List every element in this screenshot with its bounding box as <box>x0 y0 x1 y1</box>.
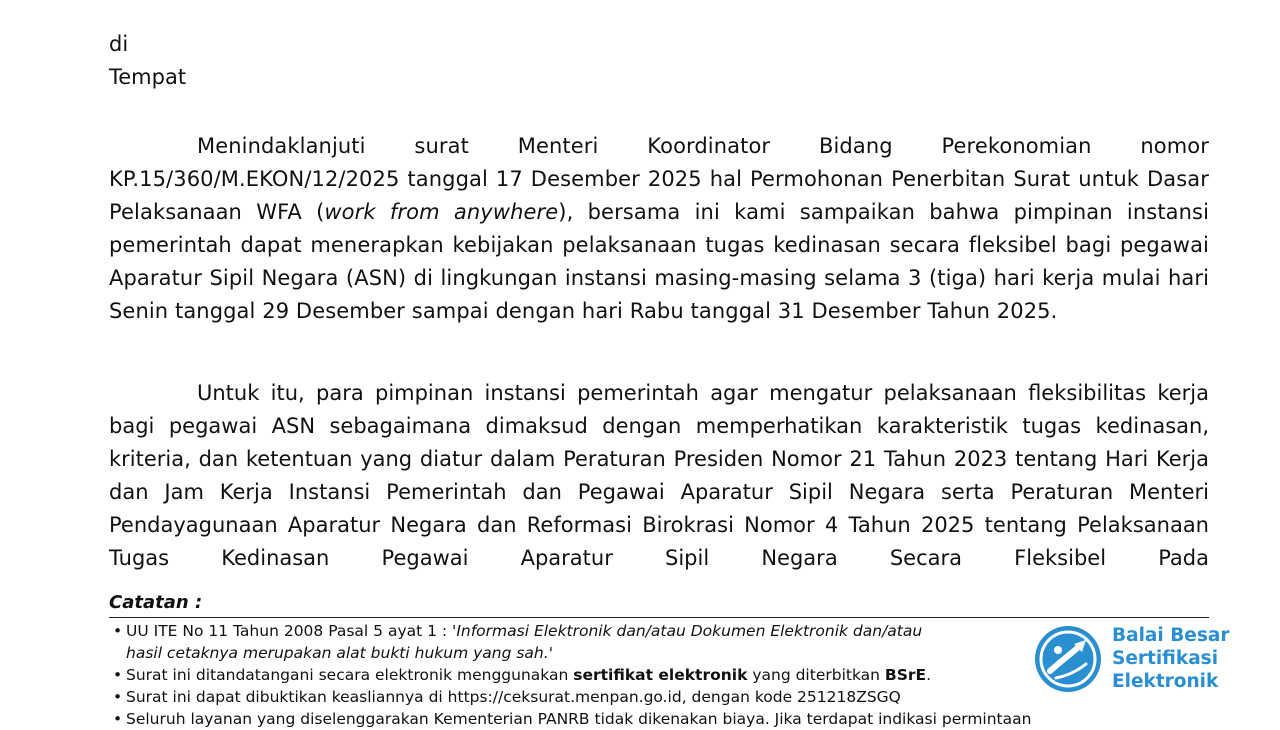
bsre-line-2: Sertifikasi <box>1112 648 1219 669</box>
note-1-prefix: UU ITE No 11 Tahun 2008 Pasal 5 ayat 1 : ' <box>126 622 457 640</box>
note-1-quote-a: Informasi Elektronik dan/atau Dokumen Elektronik dan/atau <box>456 622 923 640</box>
bullet-icon: • <box>113 688 123 706</box>
bsre-logo <box>1034 622 1280 698</box>
note-3-text: Surat ini dapat dibuktikan keasliannya di https://ceksurat.menpan.go.id, dengan kode 251218ZSGQ <box>126 688 901 706</box>
note-2-c: yang diterbitkan <box>747 666 885 684</box>
note-2-d: BSrE <box>884 666 927 684</box>
address-line-di: di <box>109 32 129 56</box>
note-4-text: Seluruh layanan yang diselenggarakan Kementerian PANRB tidak dikenakan biaya. Jika terdapat indikasi permintaan <box>126 710 1032 728</box>
bullet-icon: • <box>113 666 123 684</box>
bsre-emblem-icon <box>1034 622 1106 694</box>
note-free-service <box>113 708 1033 730</box>
note-uu-ite <box>113 620 1033 664</box>
note-signature <box>113 664 1033 686</box>
bsre-line-1: Balai Besar <box>1112 625 1230 646</box>
paragraph-1 <box>109 130 1209 328</box>
note-2-e: . <box>926 666 932 684</box>
paragraph-2: Untuk itu, para pimpinan instansi pemerintah agar mengatur pelaksanaan fleksibilitas kerja bagi pegawai ASN sebagaimana dimaksud dengan memperhatikan karakteristik tugas kedinasan, kriteria, dan ketentuan yang diatur dalam Peraturan Presiden Nomor 21 Tahun 2023 tentang Hari Kerja dan Jam Kerja Instansi Pemerintah dan Pegawai Aparatur Sipil Negara serta Peraturan Menteri Pendayagunaan Aparatur Negara dan Reformasi Birokrasi Nomor 4 Tahun 2025 tentang Pelaksanaan Tugas Kedinasan Pegawai Aparatur Sipil Negara Secara Fleksibel Pada <box>109 381 1209 570</box>
bullet-icon: • <box>113 710 123 728</box>
bsre-wordmark <box>1112 624 1229 693</box>
note-1-quote-b: hasil cetaknya merupakan alat bukti hukum yang sah. <box>126 644 549 662</box>
bullet-icon: • <box>113 622 123 640</box>
paragraph-1-text-a: Menindaklanjuti surat Menteri Koordinator Bidang Perekonomian nomor KP.15/360/M.EKON/12/2025 tanggal 17 Desember 2025 hal Permohonan Penerbitan Surat untuk Dasar Pelaksanaan WFA ( <box>109 134 1209 224</box>
footer-notes <box>113 620 1033 730</box>
catatan-title: Catatan : <box>109 592 203 613</box>
note-1-suffix: ' <box>548 644 553 662</box>
note-verification <box>113 686 1033 708</box>
letter-address <box>109 28 1209 94</box>
note-2-b: sertifikat elektronik <box>573 666 748 684</box>
footer-divider <box>109 617 1209 618</box>
bsre-line-3: Elektronik <box>1112 671 1219 692</box>
note-2-a: Surat ini ditandatangani secara elektronik menggunakan <box>126 666 574 684</box>
paragraph-1-text-b: ), bersama ini kami sampaikan bahwa pimpinan instansi pemerintah dapat menerapkan kebijakan pelaksanaan tugas kedinasan secara fleksibel bagi pegawai Aparatur Sipil Negara (ASN) di lingkungan instansi masing-masing selama 3 (tiga) hari kerja mulai hari Senin tanggal 29 Desember sampai dengan hari Rabu tanggal 31 Desember Tahun 2025. <box>109 200 1210 323</box>
address-line-tempat: Tempat <box>109 65 187 89</box>
paragraph-1-italic-term: work from anywhere <box>324 200 559 224</box>
